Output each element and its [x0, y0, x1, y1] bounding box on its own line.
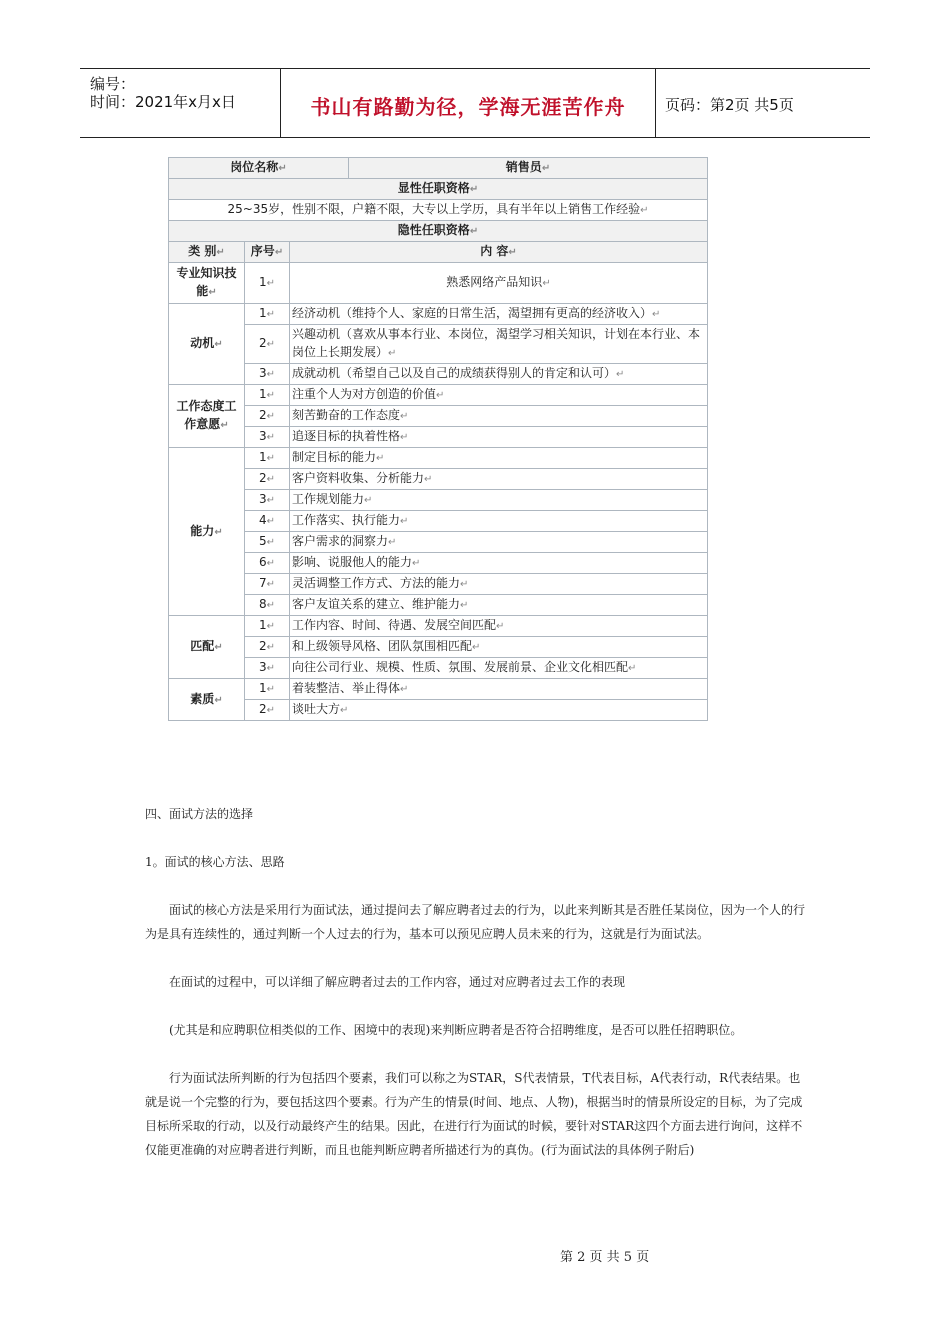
table-row	[169, 263, 708, 304]
category-cell: 素质↵	[169, 679, 245, 721]
content-cell: 成就动机（希望自己以及自己的成绩获得别人的肯定和认可）↵	[290, 364, 708, 385]
content-cell: 工作落实、执行能力↵	[290, 511, 708, 532]
content-cell: 兴趣动机（喜欢从事本行业、本岗位，渴望学习相关知识，计划在本行业、本岗位上长期发展）↵	[290, 325, 708, 364]
section-heading: 四、面试方法的选择	[145, 807, 254, 821]
category-cell: 匹配↵	[169, 616, 245, 679]
sub-heading: 1。面试的核心方法、思路	[145, 855, 285, 869]
page-label: 页码：第2页 共5页	[665, 96, 794, 114]
table-row	[169, 574, 708, 595]
table-row	[169, 490, 708, 511]
paragraph-1: 面试的核心方法是采用行为面试法，通过提问去了解应聘者过去的行为，以此来判断其是否胜任某岗位，因为一个人的行为是具有连续性的，通过判断一个人过去的行为，基本可以预见应聘人员未来的行为，这就是行为面试法。	[145, 903, 806, 941]
page-footer: 第 2 页 共 5 页	[560, 1250, 650, 1265]
seq-cell: 7↵	[245, 574, 290, 595]
table-row	[169, 658, 708, 679]
content-cell: 刻苦勤奋的工作态度↵	[290, 406, 708, 427]
seq-cell: 1↵	[245, 304, 290, 325]
table-row	[169, 511, 708, 532]
date-label: 时间：2021年x月x日	[90, 93, 236, 111]
seq-cell: 8↵	[245, 595, 290, 616]
content-cell: 经济动机（维持个人、家庭的日常生活，渴望拥有更高的经济收入）↵	[290, 304, 708, 325]
content-cell: 追逐目标的执着性格↵	[290, 427, 708, 448]
category-cell: 动机↵	[169, 304, 245, 385]
col-seq: 序号↵	[245, 242, 290, 263]
table-row	[169, 616, 708, 637]
document-header	[80, 68, 870, 138]
seq-cell: 2↵	[245, 637, 290, 658]
content-cell: 客户需求的洞察力↵	[290, 532, 708, 553]
job-qualification-table	[168, 157, 708, 721]
table-row	[169, 532, 708, 553]
header-motto-cell	[280, 69, 656, 137]
col-content: 内 容↵	[290, 242, 708, 263]
table-row	[169, 179, 708, 200]
implicit-title: 隐性任职资格↵	[169, 221, 708, 242]
table-row	[169, 679, 708, 700]
content-cell: 谈吐大方↵	[290, 700, 708, 721]
category-cell: 专业知识技能↵	[169, 263, 245, 304]
table-row	[169, 364, 708, 385]
header-meta	[80, 69, 280, 137]
paragraph-3: (尤其是和应聘职位相类似的工作、困境中的表现)来判断应聘者是否符合招聘维度，是否可以胜任招聘职位。	[169, 1023, 743, 1037]
explicit-text: 25~35岁，性别不限，户籍不限，大专以上学历，具有半年以上销售工作经验↵	[169, 200, 708, 221]
content-cell: 工作内容、时间、待遇、发展空间匹配↵	[290, 616, 708, 637]
table-row	[169, 325, 708, 364]
content-cell: 灵活调整工作方式、方法的能力↵	[290, 574, 708, 595]
table-row	[169, 427, 708, 448]
content-cell: 和上级领导风格、团队氛围相匹配↵	[290, 637, 708, 658]
category-cell: 能力↵	[169, 448, 245, 616]
table-row	[169, 448, 708, 469]
content-cell: 影响、说服他人的能力↵	[290, 553, 708, 574]
paragraph-2: 在面试的过程中，可以详细了解应聘者过去的工作内容，通过对应聘者过去工作的表现	[169, 975, 626, 989]
table-row	[169, 200, 708, 221]
seq-cell: 1↵	[245, 263, 290, 304]
seq-cell: 1↵	[245, 679, 290, 700]
content-cell: 向往公司行业、规模、性质、氛围、发展前景、企业文化相匹配↵	[290, 658, 708, 679]
table-row	[169, 637, 708, 658]
table-row	[169, 595, 708, 616]
position-value: 销售员↵	[349, 158, 708, 179]
content-cell: 工作规划能力↵	[290, 490, 708, 511]
seq-cell: 3↵	[245, 490, 290, 511]
motto: 书山有路勤为径，学海无涯苦作舟	[310, 95, 626, 119]
content-cell: 注重个人为对方创造的价值↵	[290, 385, 708, 406]
category-cell: 工作态度工作意愿↵	[169, 385, 245, 448]
content-cell: 客户友谊关系的建立、维护能力↵	[290, 595, 708, 616]
seq-cell: 4↵	[245, 511, 290, 532]
position-label: 岗位名称↵	[169, 158, 349, 179]
col-category: 类 别↵	[169, 242, 245, 263]
table-row	[169, 700, 708, 721]
seq-cell: 2↵	[245, 325, 290, 364]
explicit-title: 显性任职资格↵	[169, 179, 708, 200]
seq-cell: 6↵	[245, 553, 290, 574]
content-cell: 熟悉网络产品知识↵	[290, 263, 708, 304]
seq-cell: 3↵	[245, 658, 290, 679]
seq-cell: 3↵	[245, 427, 290, 448]
number-label: 编号：	[90, 75, 136, 93]
seq-cell: 2↵	[245, 469, 290, 490]
seq-cell: 1↵	[245, 448, 290, 469]
table-row	[169, 553, 708, 574]
seq-cell: 1↵	[245, 385, 290, 406]
table-header-row	[169, 242, 708, 263]
table-row	[169, 158, 708, 179]
content-cell: 制定目标的能力↵	[290, 448, 708, 469]
content-cell: 着装整洁、举止得体↵	[290, 679, 708, 700]
seq-cell: 2↵	[245, 406, 290, 427]
table-row	[169, 385, 708, 406]
seq-cell: 1↵	[245, 616, 290, 637]
seq-cell: 3↵	[245, 364, 290, 385]
table-row	[169, 406, 708, 427]
table-row	[169, 221, 708, 242]
content-cell: 客户资料收集、分析能力↵	[290, 469, 708, 490]
seq-cell: 5↵	[245, 532, 290, 553]
table-row	[169, 469, 708, 490]
paragraph-4: 行为面试法所判断的行为包括四个要素，我们可以称之为STAR，S代表情景，T代表目标，A代表行动，R代表结果。也就是说一个完整的行为，要包括这四个要素。行为产生的情景(时间、地点、人物)，根据当时的情景所设定的目标，为了完成目标所采取的行动，以及行动最终产生的结果。因此，在进行行为面试的时候，要针对STAR这四个方面去进行询问，这样不仅能更准确的对应聘者进行判断，而且也能判断应聘者所描述行为的真伪。(行为面试法的具体例子附后)	[145, 1071, 803, 1157]
table-row	[169, 304, 708, 325]
header-page-cell	[655, 69, 870, 137]
seq-cell: 2↵	[245, 700, 290, 721]
